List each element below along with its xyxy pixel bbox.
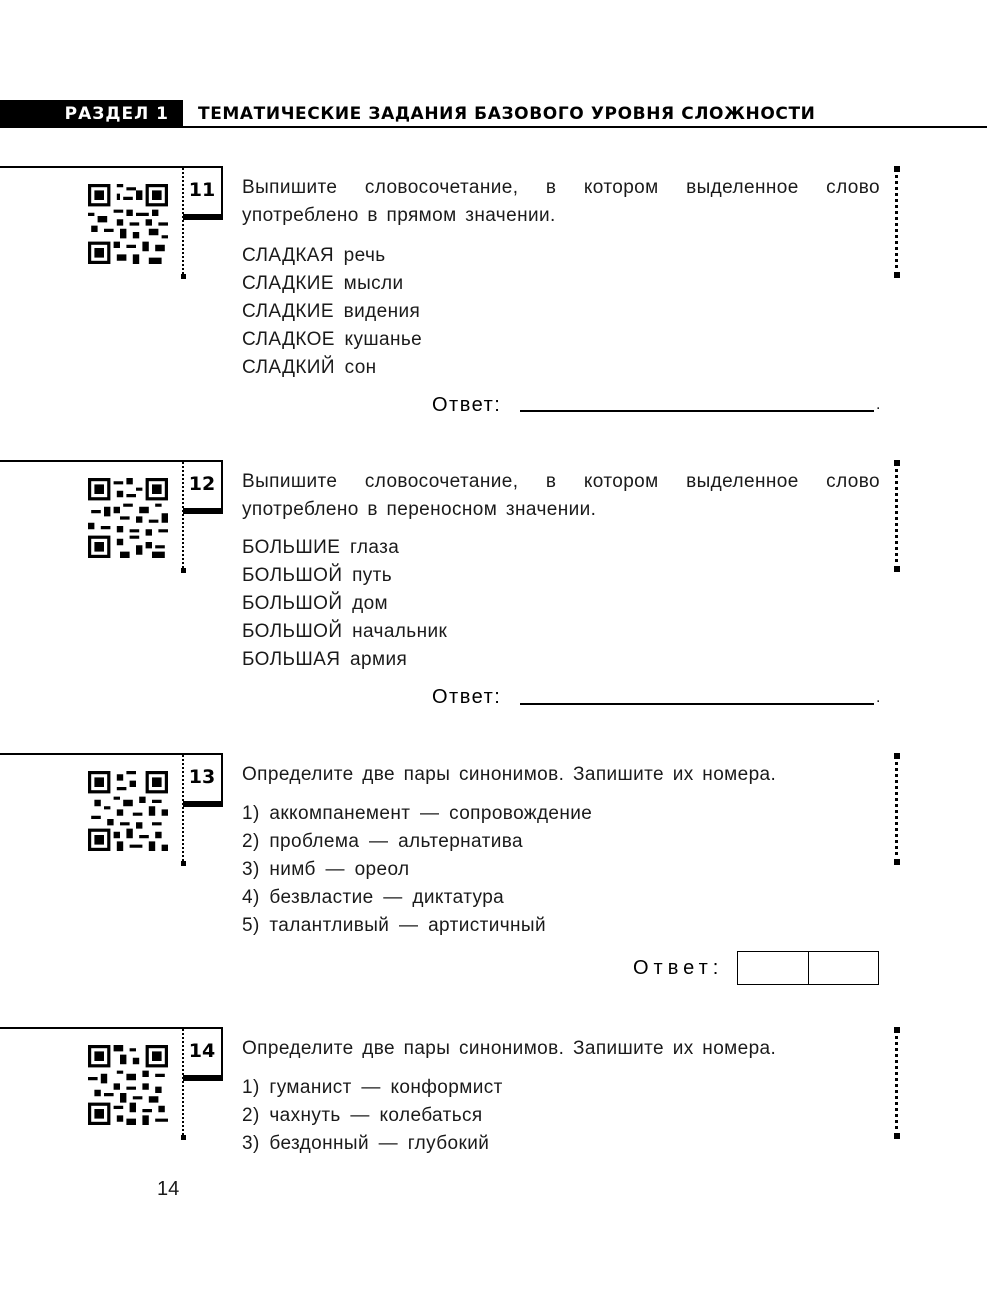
qr-code-icon xyxy=(88,771,168,851)
qr-code-icon xyxy=(88,184,168,264)
option-item: БОЛЬШОЙ начальник xyxy=(242,621,448,642)
section-header xyxy=(0,100,987,128)
option-item: СЛАДКИЙ сон xyxy=(242,357,377,378)
answer-cell[interactable] xyxy=(809,952,879,984)
answer-boxes xyxy=(737,951,879,985)
page-number: 14 xyxy=(157,1178,180,1200)
option-item: 4) безвластие — диктатура xyxy=(242,887,505,908)
dotted-guide-right-cap xyxy=(894,566,900,572)
dotted-guide-right xyxy=(895,1029,898,1137)
option-item: 2) чахнуть — колебаться xyxy=(242,1105,483,1126)
option-item: 3) бездонный — глубокий xyxy=(242,1133,490,1154)
section-label: РАЗДЕЛ 1 xyxy=(0,100,183,128)
task-prompt: Определите две пары синонимов. Запишите их номера. xyxy=(242,1038,777,1059)
task-number-underbar xyxy=(183,801,223,807)
qr-code-icon xyxy=(88,478,168,558)
option-item: 2) проблема — альтернатива xyxy=(242,831,523,852)
option-item: БОЛЬШАЯ армия xyxy=(242,649,408,670)
task-divider xyxy=(0,1027,183,1029)
dotted-guide-right xyxy=(895,755,898,863)
dotted-guide-end xyxy=(181,861,186,866)
task-prompt: Выпишите словосочетание, в котором выделенное слово употреблено в прямом значении. xyxy=(242,177,880,226)
task-number: 13 xyxy=(183,753,223,801)
option-item: БОЛЬШИЕ глаза xyxy=(242,537,400,558)
task-number: 11 xyxy=(183,166,223,214)
option-list xyxy=(242,242,422,382)
dotted-guide-right-cap xyxy=(894,272,900,278)
answer-end-period: . xyxy=(876,396,881,413)
dotted-guide-right xyxy=(895,462,898,570)
dotted-guide-right-cap xyxy=(894,1133,900,1139)
option-list xyxy=(242,1074,503,1158)
option-item: 1) аккомпанемент — сопровождение xyxy=(242,803,593,824)
option-list xyxy=(242,800,592,940)
dotted-guide-end xyxy=(181,1135,186,1140)
option-item: СЛАДКОЕ кушанье xyxy=(242,329,423,350)
task-number: 12 xyxy=(183,460,223,508)
dotted-guide-end xyxy=(181,274,186,279)
option-item: 3) нимб — ореол xyxy=(242,859,410,880)
answer-label: Ответ: xyxy=(633,957,724,979)
answer-label: Ответ: xyxy=(432,394,502,416)
task-number-underbar xyxy=(183,1075,223,1081)
answer-end-period: . xyxy=(876,689,881,706)
task-number-underbar xyxy=(183,508,223,514)
option-item: 5) талантливый — артистичный xyxy=(242,915,546,936)
option-item: СЛАДКИЕ видения xyxy=(242,301,421,322)
dotted-guide-right-cap xyxy=(894,859,900,865)
option-item: БОЛЬШОЙ дом xyxy=(242,593,389,614)
task-number: 14 xyxy=(183,1027,223,1075)
option-item: СЛАДКИЕ мысли xyxy=(242,273,404,294)
option-item: СЛАДКАЯ речь xyxy=(242,245,386,266)
task-divider xyxy=(0,753,183,755)
dotted-guide-end xyxy=(181,568,186,573)
task-divider xyxy=(0,166,183,168)
option-list xyxy=(242,534,447,674)
answer-input-line[interactable] xyxy=(520,703,874,705)
header-rule xyxy=(183,126,987,128)
answer-input-line[interactable] xyxy=(520,410,874,412)
task-number-underbar xyxy=(183,214,223,220)
dotted-guide-right xyxy=(895,168,898,276)
qr-code-icon xyxy=(88,1045,168,1125)
section-title: ТЕМАТИЧЕСКИЕ ЗАДАНИЯ БАЗОВОГО УРОВНЯ СЛОЖНОСТИ xyxy=(198,104,816,124)
option-item: 1) гуманист — конформист xyxy=(242,1077,503,1098)
answer-cell[interactable] xyxy=(738,952,809,984)
task-divider xyxy=(0,460,183,462)
option-item: БОЛЬШОЙ путь xyxy=(242,565,393,586)
task-prompt: Выпишите словосочетание, в котором выделенное слово употреблено в переносном значении. xyxy=(242,471,880,520)
answer-label: Ответ: xyxy=(432,686,502,708)
task-prompt: Определите две пары синонимов. Запишите их номера. xyxy=(242,764,777,785)
